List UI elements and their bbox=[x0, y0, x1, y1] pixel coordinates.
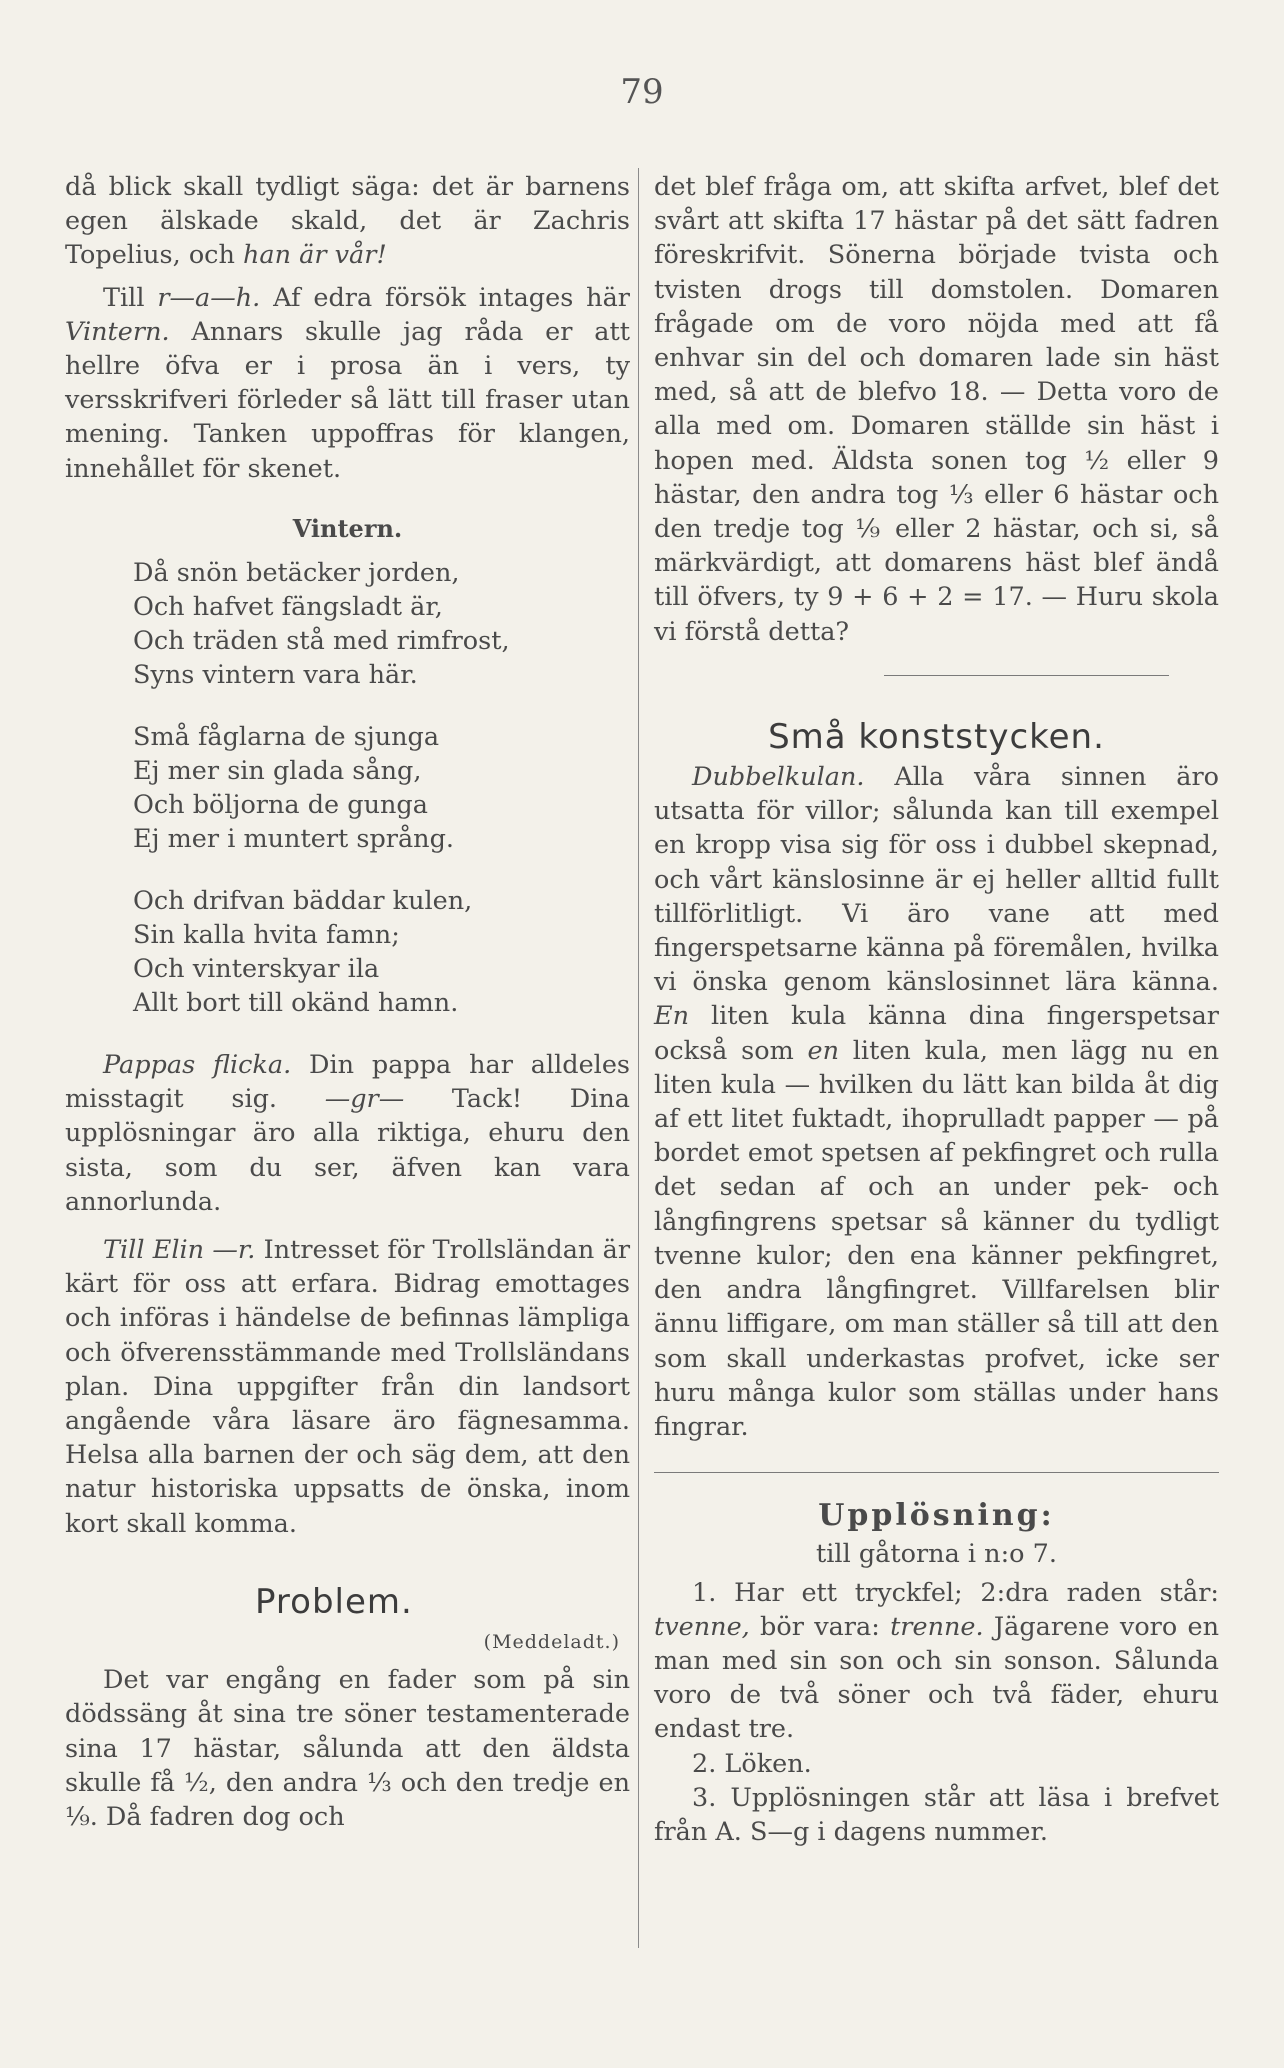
reply-pappas-flicka-name: Pappas flicka. bbox=[103, 1050, 292, 1081]
dubbelkulan-text-b: liten kula känna dina fingerspetsar också som bbox=[654, 1001, 1219, 1066]
poem-line: Och böljorna de gunga bbox=[133, 790, 428, 821]
poem-line: Allt bort till okänd hamn. bbox=[133, 988, 459, 1019]
poem-stanza-3 bbox=[133, 884, 630, 1020]
problem-continuation: det blef fråga om, att skifta arfvet, blef det svårt att skifta 17 hästar på det sätt fadren föreskrifvit. Sönerna började tvista och tvisten drogs till domstolen. Domaren frågade om de voro nöjda med att få enhvar sin del och domaren lade sin häst med, så att de blefvo 18. — Detta voro de alla med om. Domaren ställde sin häst i hopen med. Äldsta sonen tog ½ eller 9 hästar, den andra tog ⅓ eller 6 hästar och den tredje tog ⅑ eller 2 hästar, och si, så märkvärdigt, att domarens häst blef ändå till öfvers, ty 9 + 6 + 2 = 17. — Huru skola vi förstå detta? bbox=[654, 172, 1219, 647]
konststycken-heading: Små konststycken. bbox=[768, 716, 1105, 757]
reply-elin-paragraph bbox=[65, 1233, 630, 1541]
solution-item-2: 2. Löken. bbox=[692, 1748, 812, 1779]
dubbelkulan-text-a: Alla våra sinnen äro utsatta för villor; sålunda kan till exempel en kropp visa sig för oss i dubbel skepnad, och vårt känslosinne är ej heller alltid fullt tillförlitligt. Vi äro vane att med fingerspetsarne känna på föremålen, hvilka vi önska genom känslosinnet lära känna. bbox=[654, 762, 1219, 998]
reply-pappas-flicka-mid: Din pappa har alldeles misstagit sig. bbox=[65, 1050, 631, 1115]
problem-heading: Problem. bbox=[255, 1581, 413, 1622]
intro-paragraph bbox=[65, 170, 630, 273]
reply-elin-name: Till Elin —r. bbox=[103, 1235, 256, 1266]
poem-line: Syns vintern vara här. bbox=[133, 660, 418, 691]
solution-1-a: 1. Har ett tryckfel; 2:dra raden står: bbox=[692, 1577, 1219, 1608]
reply-elin-text: Intresset för Trollsländan är kärt för oss att erfara. Bidrag emottages och införas i händelse de befinnas lämpliga och öfverensstämmande med Trollsländans plan. Dina uppgifter från din landsort angående våra läsare äro fägnesamma. Helsa alla barnen der och säg dem, att den natur historiska uppsatts de önska, inom kort skall komma. bbox=[65, 1235, 631, 1539]
right-column bbox=[654, 170, 1219, 1849]
poem-stanza-1 bbox=[133, 556, 630, 692]
reply-rah-lead: Till bbox=[103, 282, 158, 313]
poem-line: Ej mer i muntert språng. bbox=[133, 824, 455, 855]
solution-1-em-2: trenne. bbox=[890, 1611, 984, 1642]
reply-pappas-flicka-paragraph bbox=[65, 1048, 630, 1219]
reply-rah-paragraph bbox=[65, 281, 630, 486]
column-divider bbox=[638, 168, 639, 1948]
poem-stanza-2 bbox=[133, 720, 630, 856]
section-rule bbox=[884, 675, 1169, 676]
dubbelkulan-paragraph bbox=[654, 760, 1219, 1444]
problem-text: Det var engång en fader som på sin dödssäng åt sina tre söner testamenterade sina 17 hästar, sålunda att den äldsta skulle få ½, den andra ⅓ och den tredje en ⅑. Då fadren dog och bbox=[65, 1665, 630, 1833]
poem-line: Sin kalla hvita famn; bbox=[133, 920, 400, 951]
dubbelkulan-emphasis-en-2: en bbox=[807, 1035, 840, 1066]
intro-emphasis: han är vår! bbox=[243, 240, 387, 271]
intro-text: då blick skall tydligt säga: det är barnens egen älskade skald, det är Zachris Topelius, och bbox=[65, 172, 630, 271]
solution-item-3: 3. Upplösningen står att läsa i brefvet från A. S—g i dagens nummer. bbox=[654, 1782, 1219, 1847]
reply-rah-text: Annars skulle jag råda er att hellre öfva er i prosa än i vers, ty versskrifveri förleder så lätt till fraser utan mening. Tanken uppoffras för klangen, innehållet för skenet. bbox=[65, 316, 630, 484]
upplosning-subheading: till gåtorna i n:o 7. bbox=[816, 1539, 1057, 1570]
poem-line: Och hafvet fängsladt är, bbox=[133, 592, 443, 623]
dubbelkulan-title: Dubbelkulan. bbox=[692, 762, 865, 793]
poem-line: Då snön betäcker jorden, bbox=[133, 558, 460, 589]
poem-line: Små fåglarna de sjunga bbox=[133, 722, 440, 753]
reply-gr-text: Tack! Dina upplösningar äro alla riktiga, ehuru den sista, som du ser, äfven kan vara annorlunda. bbox=[65, 1084, 630, 1217]
left-column bbox=[65, 170, 630, 1842]
section-rule bbox=[654, 1472, 1219, 1473]
reply-rah-title: Vintern. bbox=[65, 316, 170, 347]
solution-1-b: bör vara: bbox=[749, 1611, 891, 1642]
problem-note: (Meddeladt.) bbox=[483, 1631, 620, 1654]
reply-rah-name: r—a—h. bbox=[157, 282, 261, 313]
poem-line: Ej mer sin glada sång, bbox=[133, 756, 422, 787]
poem-line: Och vinterskyar ila bbox=[133, 954, 380, 985]
solution-1-em-1: tvenne, bbox=[654, 1611, 750, 1642]
dubbelkulan-emphasis-en: En bbox=[654, 1001, 690, 1032]
poem-line: Och drifvan bäddar kulen, bbox=[133, 886, 473, 917]
poem-title: Vintern. bbox=[292, 513, 403, 543]
upplosning-heading: Upplösning: bbox=[818, 1498, 1055, 1534]
page-number: 79 bbox=[620, 72, 664, 112]
reply-rah-mid: Af edra försök intages här bbox=[260, 282, 630, 313]
poem-line: Och träden stå med rimfrost, bbox=[133, 626, 510, 657]
dubbelkulan-text-c: liten kula, men lägg nu en liten kula — hvilken du lätt kan bilda åt dig af ett litet fuktadt, ihoprulladt papper — på bordet emot spetsen af pekfingret och rulla det sedan af och an under pek- och långfingrens spetsar så känner du tydligt tvenne kulor; den ena känner pekfingret, den andra långfingret. Villfarelsen blir ännu liffigare, om man ställer så till att den som skall underkastas profvet, icke ser huru många kulor som ställas under hans fingrar. bbox=[654, 1035, 1219, 1442]
reply-gr-name: —gr— bbox=[324, 1084, 405, 1115]
solution-1-c: Jägarene voro en man med sin son och sin sonson. Sålunda voro de två söner och två fäder, ehuru endast tre. bbox=[654, 1611, 1219, 1745]
solution-item-1 bbox=[654, 1576, 1219, 1747]
